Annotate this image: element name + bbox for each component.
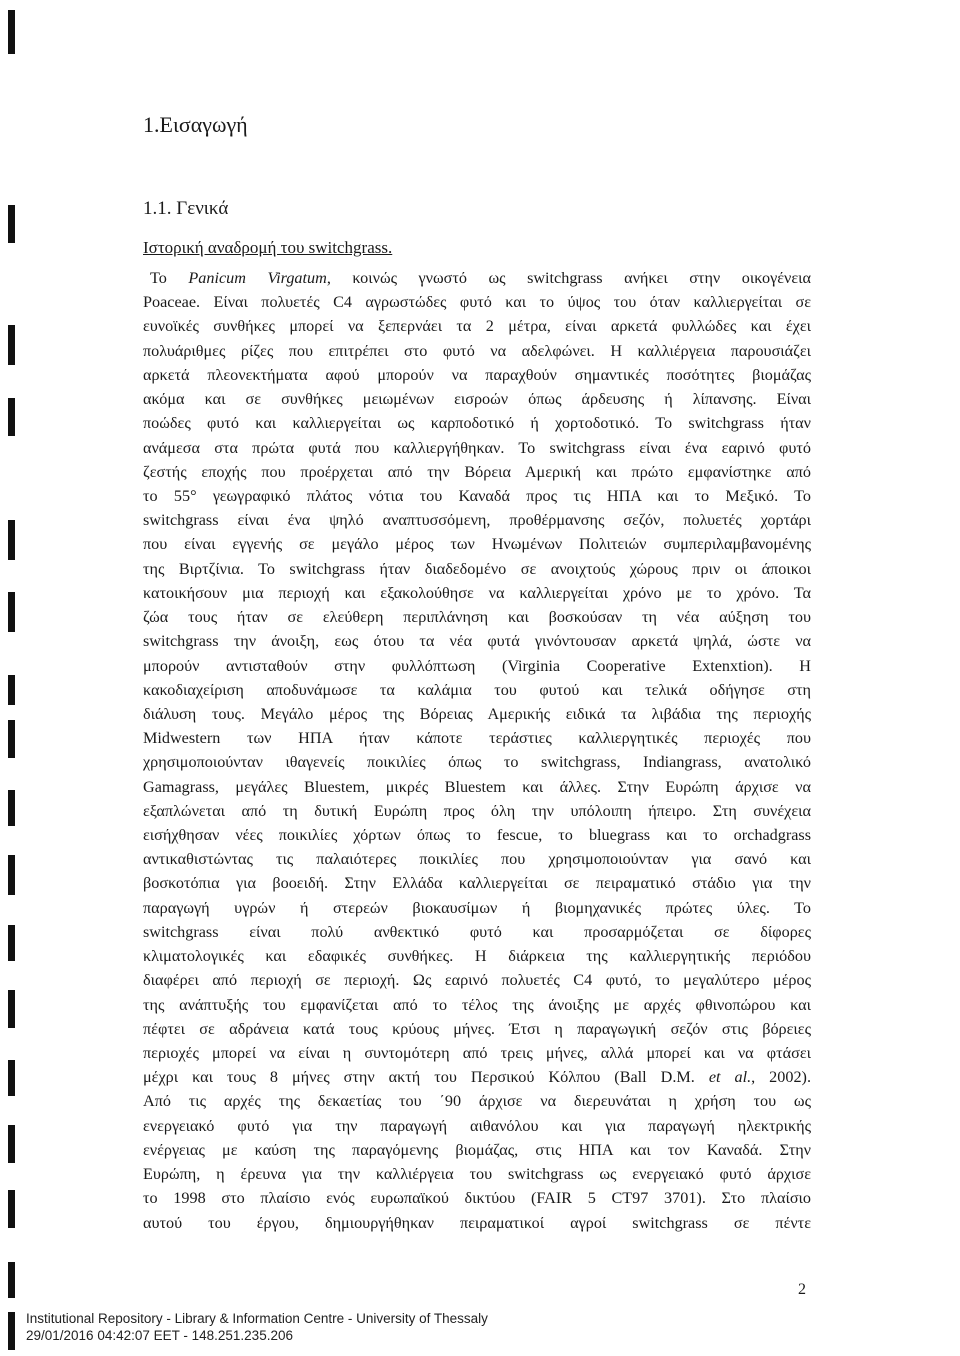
body-line: switchgrass είναι ένα ψηλό αναπτυσσόμενη, προθέρμανσης σεζόν, πολυετές χορτάρι xyxy=(143,511,811,530)
body-line: χρησιμοποιούνταν ιθαγενείς ποικιλίες όπως το switchgrass, Indiangrass, ανατολικό xyxy=(143,753,811,772)
body-line: το 55° γεωγραφικό πλάτος νότια του Καναδά προς τις ΗΠΑ και το Μεξικό. Το xyxy=(143,486,811,505)
body-line: της ανάπτυξής του εμφανίζεται από το τέλος της άνοιξης με αρχές φθινοπώρου και xyxy=(143,995,811,1014)
body-line: περιοχές μπορεί να είναι η συντομότερη από τρεις μήνες, αλλά μπορεί και να φτάσει xyxy=(143,1044,811,1062)
body-line xyxy=(143,266,811,290)
body-line: ζεστής εποχής που προέρχεται από την Βόρεια Αμερική και πρώτο εμφανίστηκε από xyxy=(143,462,811,481)
body-line: κατοικήσουν μια περιοχή και εξακολούθησε να καλλιεργείται χρόνο με το χρόνο. Τα xyxy=(143,583,811,602)
footer-repository: Institutional Repository - Library & Information Centre - University of Thessaly xyxy=(26,1311,488,1326)
body-line: αντικαθιστώντας τις παλαιότερες ποικιλίες που χρησιμοποιούνταν για σανό και xyxy=(143,850,811,869)
body-line: Gamagrass, μεγάλες Bluestem, μικρές Bluestem και άλλες. Στην Ευρώπη άρχισε να xyxy=(143,777,811,796)
body-line: ανάμεσα στα πρώτα φυτά που καλλιεργήθηκαν. Το switchgrass είναι ένα εαρινό φυτό xyxy=(143,438,811,457)
body-line: το 1998 στο πλαίσιο ενός ευρωπαϊκού δικτύου (FAIR 5 CT97 3701). Στο πλαίσιο xyxy=(143,1189,811,1208)
body-line: ζώα τους ήταν σε ελεύθερη περιπλάνηση και βοσκούσαν τη νέα αύξηση του xyxy=(143,608,811,627)
body-line: εισήχθησαν νέες ποικιλίες χόρτων όπως το fescue, το bluegrass και το orchadgrass xyxy=(143,826,811,845)
body-line: εξαπλώνεται από τη δυτική Ευρώπη προς όλη την υπόλοιπη ήπειρο. Στη συνέχεια xyxy=(143,801,811,820)
body-line: της Βιρτζίνια. Το switchgrass ήταν διαδεδομένο σε ανοιχτούς χώρους πριν οι άποικοι xyxy=(143,559,811,578)
body-line: Ευρώπη, η έρευνα για την καλλιέργεια του switchgrass ως ενεργειακό φυτό άρχισε xyxy=(143,1165,811,1184)
body-paragraph xyxy=(143,266,811,1235)
subsection-title: Ιστορική αναδρομή του switchgrass. xyxy=(143,238,393,257)
body-line: κακοδιαχείριση αποδυνάμωσε τα καλάμια του φυτού και τελικά οδήγησε στη xyxy=(143,680,811,699)
body-line: αρκετά πλεονεκτήματα αφού μπορούν να παραχθούν σημαντικές ποσότητες βιομάζας xyxy=(143,365,811,384)
species-name: Panicum Virgatum xyxy=(188,269,327,287)
body-line: ευνοϊκές συνθήκες μπορεί να ξεπερνάει τα 2 μέτρα, είναι αρκετά φυλλώδες και έχει xyxy=(143,317,811,336)
page-number: 2 xyxy=(798,1281,806,1298)
body-line: διάλυση τους. Μεγάλο μέρος της Βόρειας Αμερικής ειδικά τα λιβάδια της περιοχής xyxy=(143,704,811,723)
body-line: βοσκοτόπια για βοοειδή. Στην Ελλάδα καλλιεργείται σε πειραματικό στάδιο για την xyxy=(143,874,811,893)
line-suffix: , 2002). xyxy=(751,1068,811,1087)
body-line: παραγωγή υγρών ή στερεών βιοκαυσίμων ή βιομηχανικές πρώτες ύλες. Το xyxy=(143,898,811,917)
footer-timestamp: 29/01/2016 04:42:07 EET - 148.251.235.206 xyxy=(26,1328,293,1343)
body-line: Poaceae. Είναι πολυετές C4 αγρωστώδες φυτό και το ύψος του όταν καλλιεργείται σε xyxy=(143,293,811,312)
line-suffix: , κοινώς γνωστό ως switchgrass ανήκει στην οικογένεια xyxy=(326,269,811,287)
body-line: Midwestern των ΗΠΑ ήταν κάποτε τεράστιες καλλιεργητικές περιοχές που xyxy=(143,729,811,748)
body-line: ενέργειας με καύση της παραγόμενης βιομάζας, στις ΗΠΑ και τον Καναδά. Στην xyxy=(143,1140,811,1159)
chapter-title: 1.Εισαγωγή xyxy=(143,112,248,137)
body-line: switchgrass είναι πολύ ανθεκτικό φυτό και προσαρμόζεται σε δίφορες xyxy=(143,922,811,941)
body-line: αυτού του έργου, δημιουργήθηκαν πειραματικοί αγροί switchgrass σε πέντε xyxy=(143,1213,811,1232)
body-line: ενεργειακό φυτό για την παραγωγή αιθανόλου και για παραγωγή ηλεκτρικής xyxy=(143,1116,811,1135)
line-prefix: Το xyxy=(150,269,189,287)
body-line: ποώδες φυτό και καλλιεργείται ως καρποδοτικό ή χορτοδοτικό. Το switchgrass ήταν xyxy=(143,414,811,433)
body-line: πολυάριθμες ρίζες που επιτρέπει στο φυτό να αδελφώνει. Η καλλιέργεια παρουσιάζει xyxy=(143,341,811,360)
line-prefix: μέχρι και τους 8 μήνες στην ακτή του Περσικού Κόλπου (Ball D.M. xyxy=(143,1068,709,1087)
body-line: μπορούν αντισταθούν στην φυλλόπτωση (Virginia Cooperative Extenxtion). Η xyxy=(143,656,811,675)
body-line: διαφέρει από περιοχή σε περιοχή. Ως εαρινό πολυετές C4 φυτό, το μεγαλύτερο μέρος xyxy=(143,971,811,990)
body-line: ακόμα και σε συνθήκες μειωμένων εισροών όπως άρδευσης ή λίπανσης. Είναι xyxy=(143,390,811,409)
et-al: et al. xyxy=(708,1068,752,1087)
body-line: κλιματολογικές και εδαφικές συνθήκες. Η διάρκεια της καλλιεργητικής περιόδου xyxy=(143,947,811,966)
body-line: switchgrass την άνοιξη, εως ότου τα νέα φυτά γινόντουσαν αρκετά ψηλά, ώστε να xyxy=(143,632,811,651)
body-line: που είναι εγγενής σε μεγάλο μέρος των Ηνωμένων Πολιτειών συμπεριλαμβανομένης xyxy=(143,535,811,554)
body-line: Από τις αρχές της δεκαετίας του ΄90 άρχισε να διερευνάται η χρήση του ως xyxy=(143,1092,811,1111)
body-line xyxy=(143,1065,811,1089)
body-line: πέφτει σε αδράνεια κατά τους κρύους μήνες. Έτσι η παραγωγική σεζόν στις βόρειες xyxy=(143,1019,811,1038)
section-title: 1.1. Γενικά xyxy=(143,198,229,219)
